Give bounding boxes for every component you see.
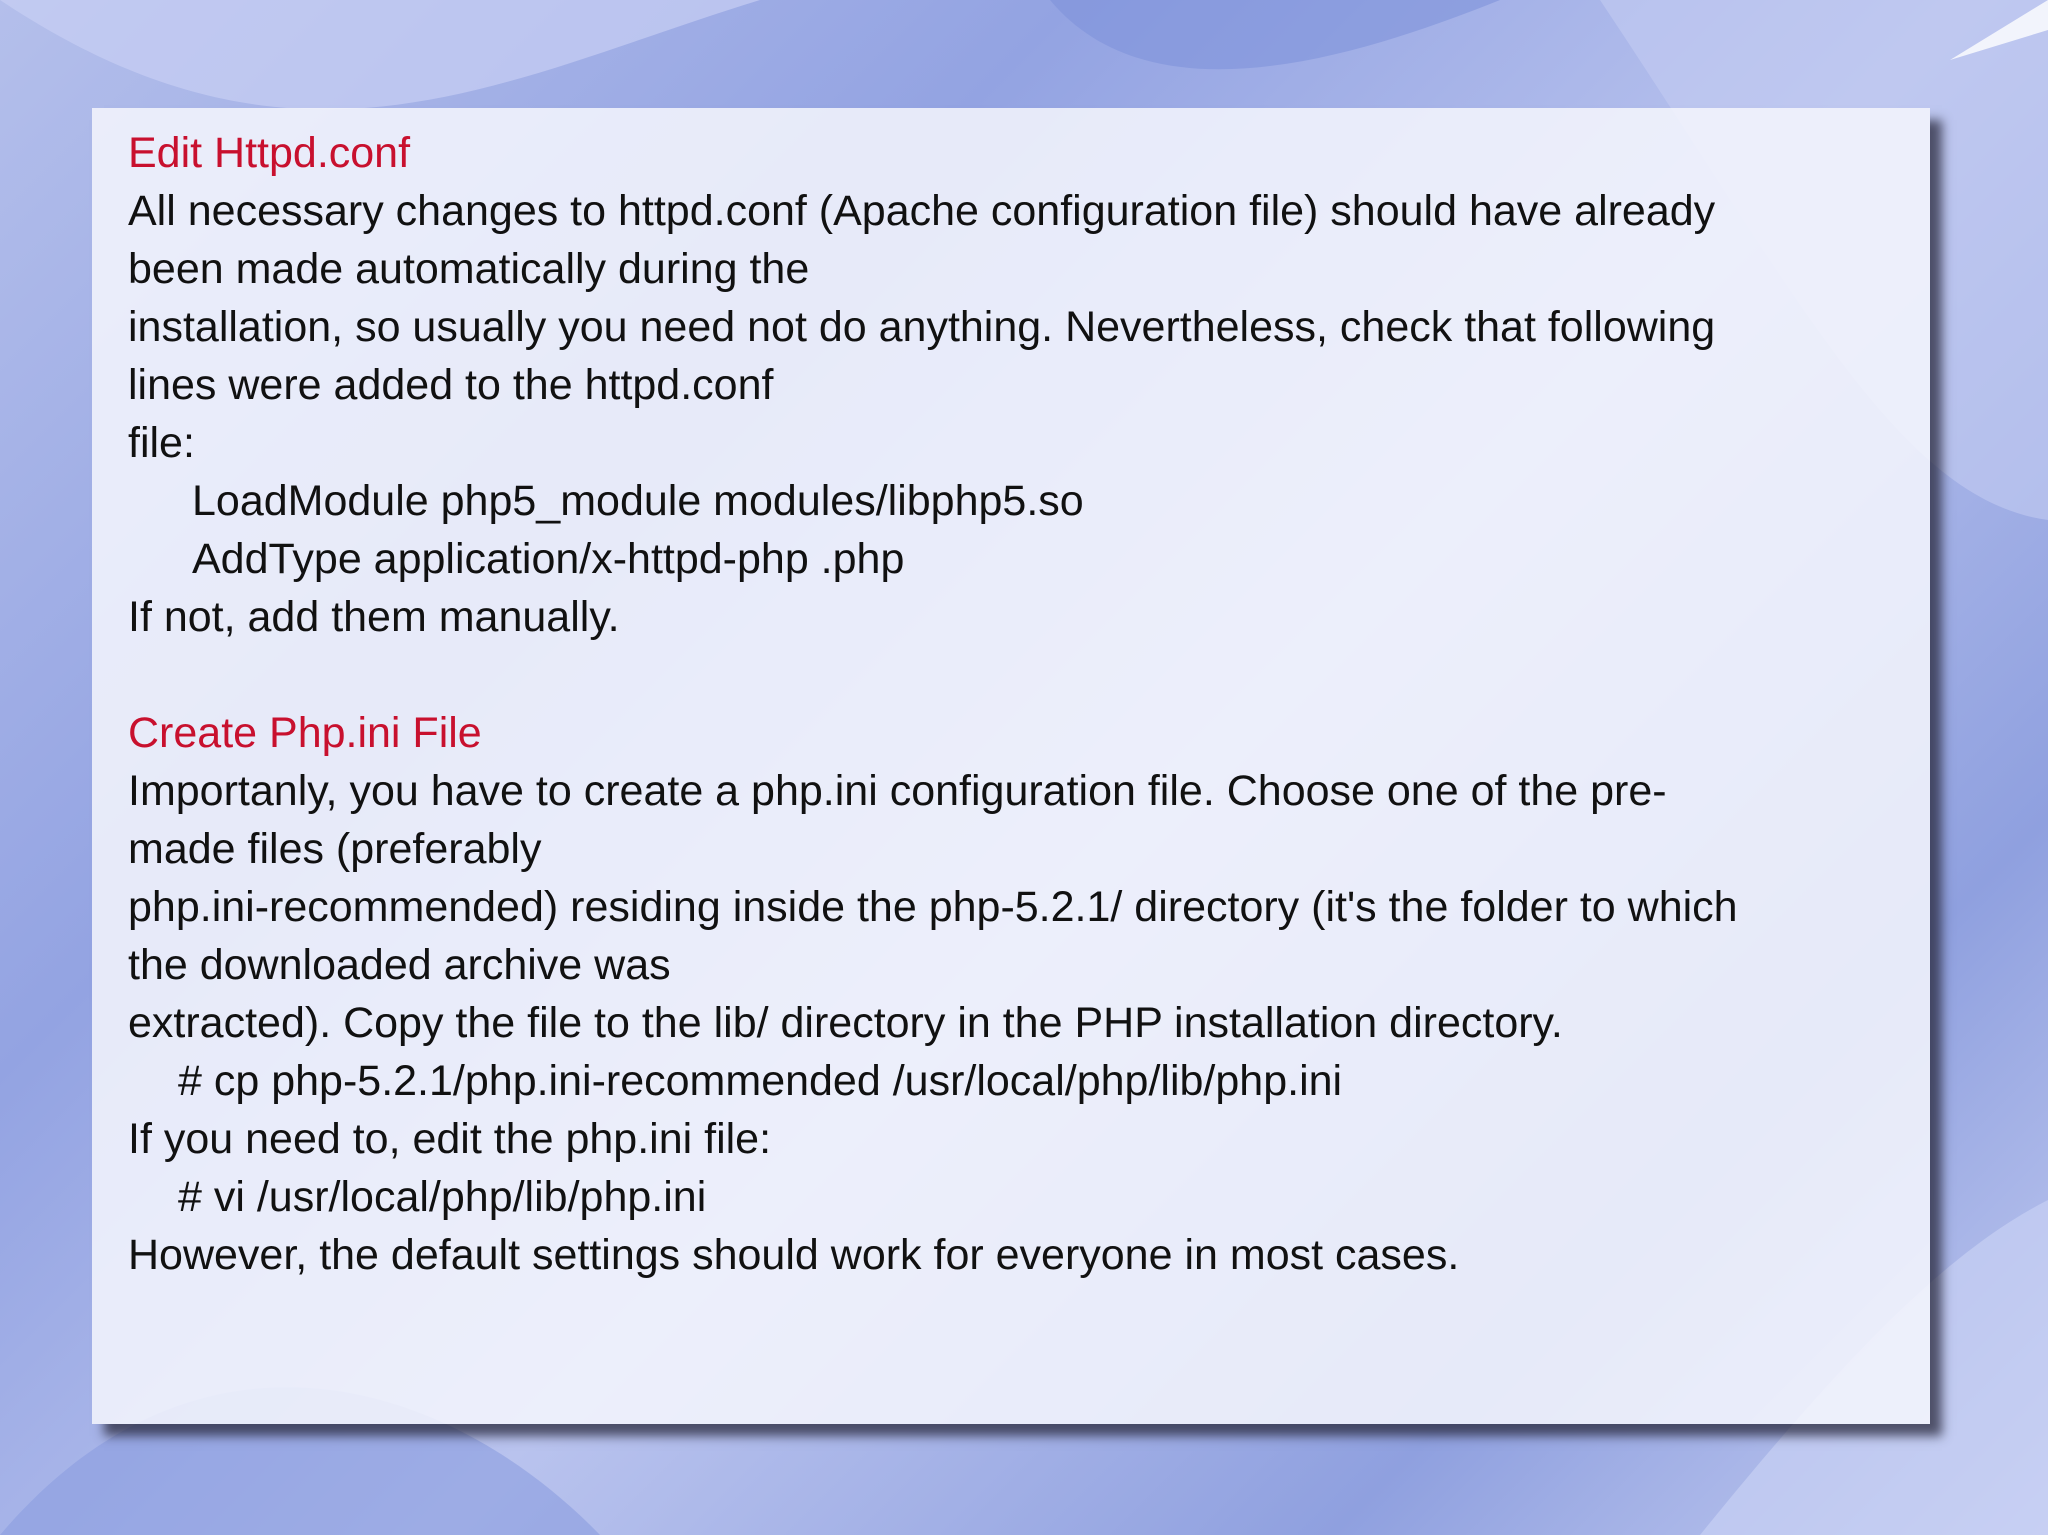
command-line: # vi /usr/local/php/lib/php.ini (178, 1173, 707, 1221)
paragraph-line: However, the default settings should work for everyone in most cases. (128, 1231, 1460, 1279)
paragraph-line: All necessary changes to httpd.conf (Apache configuration file) should have already (128, 187, 1716, 235)
config-code-line: AddType application/x-httpd-php .php (192, 535, 905, 583)
paragraph-line: installation, so usually you need not do anything. Nevertheless, check that following (128, 303, 1716, 351)
paragraph-line: If you need to, edit the php.ini file: (128, 1115, 772, 1163)
paragraph-line: php.ini-recommended) residing inside the php-5.2.1/ directory (it's the folder to which (128, 883, 1738, 931)
paragraph-line: lines were added to the httpd.conf (128, 361, 774, 409)
config-code-line: LoadModule php5_module modules/libphp5.so (192, 477, 1084, 525)
slide-text-body (128, 124, 1898, 1284)
command-line: # cp php-5.2.1/php.ini-recommended /usr/local/php/lib/php.ini (178, 1057, 1343, 1105)
paragraph-line: Importanly, you have to create a php.ini configuration file. Choose one of the pre- (128, 767, 1667, 815)
paragraph-line: If not, add them manually. (128, 593, 620, 641)
paragraph-line: file: (128, 419, 195, 467)
section-heading-httpd: Edit Httpd.conf (128, 129, 411, 177)
paragraph-line: the downloaded archive was (128, 941, 671, 989)
section-heading-php-ini: Create Php.ini File (128, 709, 482, 757)
paragraph-line: been made automatically during the (128, 245, 810, 293)
paragraph-line: made files (preferably (128, 825, 542, 873)
blank-spacer (128, 646, 1898, 704)
paragraph-line: extracted). Copy the file to the lib/ directory in the PHP installation directory. (128, 999, 1563, 1047)
